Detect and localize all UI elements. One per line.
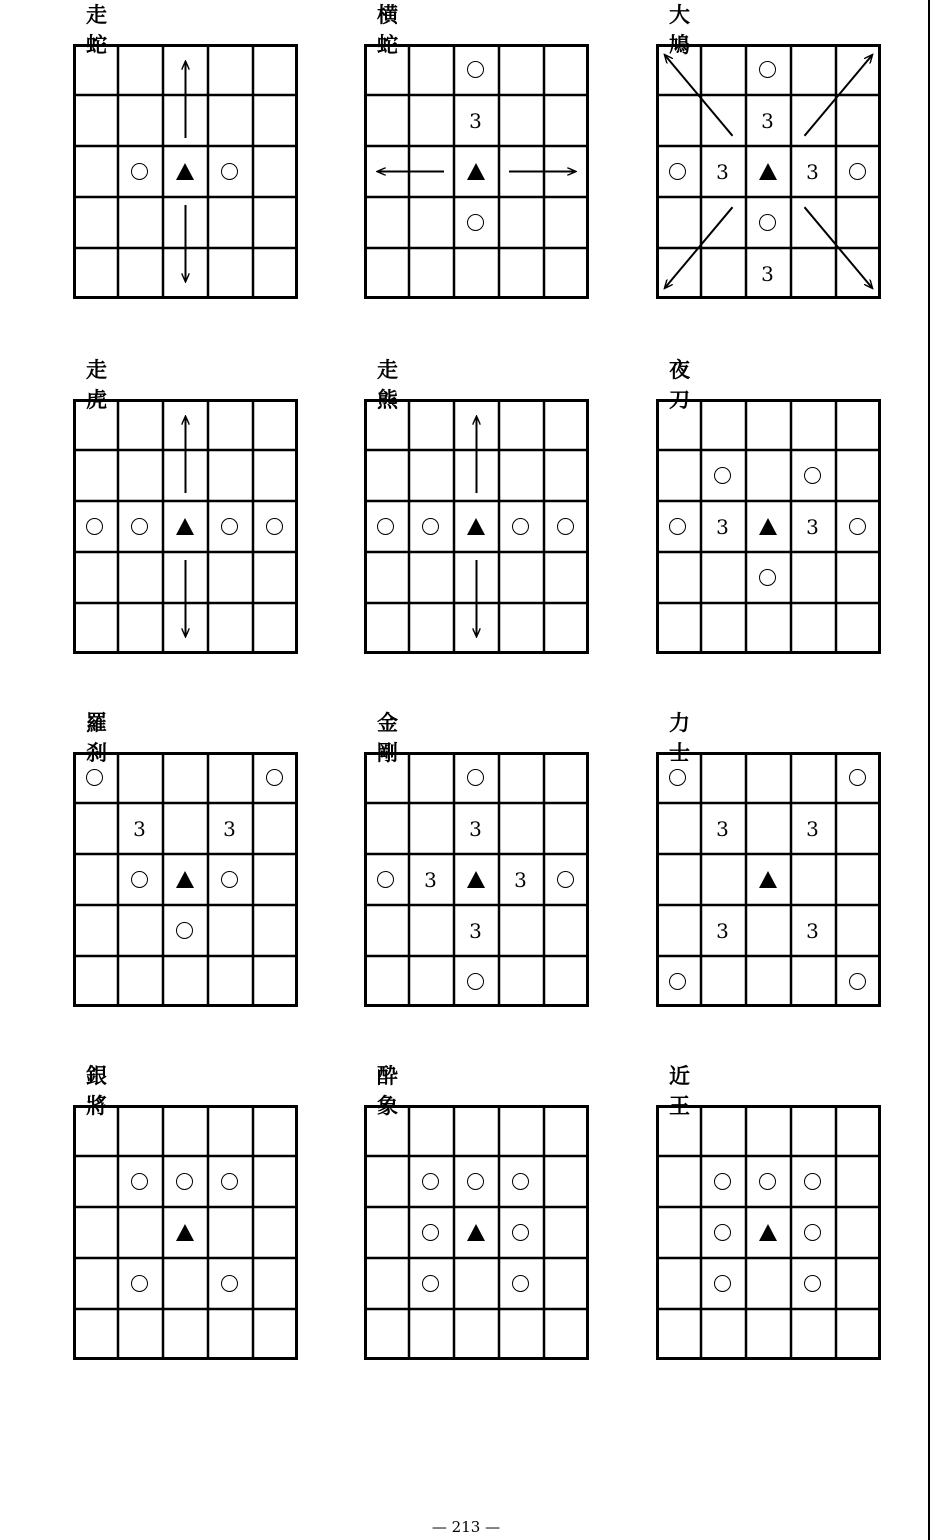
triangle-icon <box>759 163 777 180</box>
move-board <box>363 399 590 654</box>
move-cell <box>790 450 835 501</box>
triangle-icon <box>176 518 194 535</box>
piece-name: 走虎 <box>86 358 107 412</box>
piece-position-cell <box>453 501 498 552</box>
move-count-label: 3 <box>424 867 437 892</box>
triangle-icon <box>176 163 194 180</box>
move-cell <box>700 450 745 501</box>
move-count-cell <box>790 501 835 552</box>
move-cell <box>207 501 252 552</box>
move-cell <box>543 501 588 552</box>
move-count-label: 3 <box>223 816 236 841</box>
move-cell <box>252 752 297 803</box>
piece-position-cell <box>453 146 498 197</box>
circle-icon <box>759 214 776 231</box>
move-board <box>655 752 882 1007</box>
triangle-icon <box>176 1224 194 1241</box>
move-cell <box>790 1207 835 1258</box>
circle-icon <box>669 769 686 786</box>
circle-icon <box>266 518 283 535</box>
move-count-label: 3 <box>469 108 482 133</box>
circle-icon <box>557 871 574 888</box>
move-count-cell <box>498 854 543 905</box>
circle-icon <box>467 1173 484 1190</box>
move-count-cell <box>790 146 835 197</box>
move-count-label: 3 <box>806 918 819 943</box>
circle-icon <box>131 163 148 180</box>
circle-icon <box>849 973 866 990</box>
circle-icon <box>714 1275 731 1292</box>
piece-position-cell <box>162 1207 207 1258</box>
piece-name: 羅刹 <box>86 711 107 765</box>
move-cell <box>117 1156 162 1207</box>
piece-position-cell <box>453 1207 498 1258</box>
move-cell <box>700 1156 745 1207</box>
move-cell <box>790 1258 835 1309</box>
piece-name: 走熊 <box>377 358 398 412</box>
move-count-cell <box>745 248 790 299</box>
move-cell <box>700 1207 745 1258</box>
circle-icon <box>266 769 283 786</box>
piece-name: 力士 <box>669 711 690 765</box>
piece-name: 銀將 <box>86 1064 107 1118</box>
move-count-cell <box>700 803 745 854</box>
circle-icon <box>669 518 686 535</box>
move-cell <box>655 501 700 552</box>
move-cell <box>252 501 297 552</box>
circle-icon <box>669 973 686 990</box>
move-count-cell <box>745 95 790 146</box>
circle-icon <box>131 871 148 888</box>
move-cell <box>745 197 790 248</box>
move-board <box>655 399 882 654</box>
move-cell <box>72 752 117 803</box>
move-count-cell <box>408 854 453 905</box>
move-count-label: 3 <box>761 108 774 133</box>
move-cell <box>162 905 207 956</box>
move-count-cell <box>453 803 498 854</box>
move-cell <box>117 1258 162 1309</box>
circle-icon <box>512 1173 529 1190</box>
move-cell <box>543 854 588 905</box>
move-count-cell <box>700 146 745 197</box>
piece-position-cell <box>745 854 790 905</box>
circle-icon <box>176 1173 193 1190</box>
move-board <box>72 1105 299 1360</box>
move-count-label: 3 <box>806 159 819 184</box>
circle-icon <box>849 769 866 786</box>
move-cell <box>363 501 408 552</box>
piece-name: 大鳩 <box>669 3 690 57</box>
move-cell <box>835 146 880 197</box>
circle-icon <box>467 214 484 231</box>
move-cell <box>745 1156 790 1207</box>
move-count-label: 3 <box>469 918 482 943</box>
move-count-cell <box>790 905 835 956</box>
move-cell <box>453 1156 498 1207</box>
triangle-icon <box>467 1224 485 1241</box>
circle-icon <box>804 1224 821 1241</box>
circle-icon <box>221 163 238 180</box>
circle-icon <box>131 518 148 535</box>
move-count-cell <box>790 803 835 854</box>
circle-icon <box>221 871 238 888</box>
move-cell <box>835 752 880 803</box>
circle-icon <box>512 1224 529 1241</box>
circle-icon <box>422 1224 439 1241</box>
circle-icon <box>669 163 686 180</box>
move-board <box>72 399 299 654</box>
move-count-label: 3 <box>716 514 729 539</box>
move-board <box>72 752 299 1007</box>
move-cell <box>835 501 880 552</box>
move-count-cell <box>117 803 162 854</box>
circle-icon <box>221 1275 238 1292</box>
circle-icon <box>759 569 776 586</box>
triangle-icon <box>759 1224 777 1241</box>
move-cell <box>700 1258 745 1309</box>
move-count-cell <box>453 905 498 956</box>
move-count-label: 3 <box>716 918 729 943</box>
page-edge-rule <box>928 0 930 1540</box>
circle-icon <box>86 769 103 786</box>
move-cell <box>117 854 162 905</box>
move-board <box>363 1105 590 1360</box>
move-cell <box>453 752 498 803</box>
move-cell <box>363 854 408 905</box>
move-cell <box>498 1207 543 1258</box>
move-cell <box>745 44 790 95</box>
move-cell <box>408 1156 453 1207</box>
move-cell <box>117 146 162 197</box>
move-cell <box>498 501 543 552</box>
move-count-label: 3 <box>716 816 729 841</box>
move-cell <box>207 1258 252 1309</box>
circle-icon <box>467 973 484 990</box>
move-count-cell <box>453 95 498 146</box>
circle-icon <box>422 518 439 535</box>
circle-icon <box>176 922 193 939</box>
circle-icon <box>467 61 484 78</box>
move-cell <box>453 197 498 248</box>
move-count-label: 3 <box>806 816 819 841</box>
circle-icon <box>512 1275 529 1292</box>
move-cell <box>162 1156 207 1207</box>
move-count-cell <box>700 501 745 552</box>
piece-name: 横蛇 <box>377 3 398 57</box>
move-cell <box>655 146 700 197</box>
move-count-label: 3 <box>133 816 146 841</box>
piece-name: 夜刀 <box>669 358 690 412</box>
move-cell <box>207 1156 252 1207</box>
circle-icon <box>804 1275 821 1292</box>
circle-icon <box>759 1173 776 1190</box>
move-cell <box>207 146 252 197</box>
move-count-cell <box>207 803 252 854</box>
circle-icon <box>714 1173 731 1190</box>
move-cell <box>408 501 453 552</box>
circle-icon <box>131 1275 148 1292</box>
move-cell <box>453 956 498 1007</box>
circle-icon <box>422 1275 439 1292</box>
triangle-icon <box>467 871 485 888</box>
piece-position-cell <box>745 146 790 197</box>
move-count-label: 3 <box>469 816 482 841</box>
move-cell <box>655 752 700 803</box>
move-count-label: 3 <box>806 514 819 539</box>
move-cell <box>498 1156 543 1207</box>
piece-name: 酔象 <box>377 1064 398 1118</box>
circle-icon <box>377 871 394 888</box>
move-cell <box>453 44 498 95</box>
circle-icon <box>131 1173 148 1190</box>
circle-icon <box>422 1173 439 1190</box>
circle-icon <box>221 1173 238 1190</box>
move-count-cell <box>700 905 745 956</box>
move-cell <box>408 1258 453 1309</box>
move-cell <box>745 552 790 603</box>
piece-position-cell <box>745 1207 790 1258</box>
move-cell <box>835 956 880 1007</box>
circle-icon <box>804 1173 821 1190</box>
triangle-icon <box>176 871 194 888</box>
circle-icon <box>849 163 866 180</box>
triangle-icon <box>759 518 777 535</box>
piece-position-cell <box>162 501 207 552</box>
circle-icon <box>86 518 103 535</box>
piece-position-cell <box>453 854 498 905</box>
circle-icon <box>512 518 529 535</box>
move-cell <box>117 501 162 552</box>
piece-position-cell <box>745 501 790 552</box>
move-board <box>363 752 590 1007</box>
move-count-label: 3 <box>514 867 527 892</box>
move-cell <box>72 501 117 552</box>
circle-icon <box>221 518 238 535</box>
move-board <box>363 44 590 299</box>
circle-icon <box>467 769 484 786</box>
triangle-icon <box>467 518 485 535</box>
move-cell <box>498 1258 543 1309</box>
circle-icon <box>714 1224 731 1241</box>
page-number: — 213 — <box>431 1518 501 1536</box>
circle-icon <box>714 467 731 484</box>
circle-icon <box>804 467 821 484</box>
circle-icon <box>377 518 394 535</box>
move-cell <box>790 1156 835 1207</box>
circle-icon <box>557 518 574 535</box>
circle-icon <box>759 61 776 78</box>
move-count-label: 3 <box>761 261 774 286</box>
piece-name: 走蛇 <box>86 3 107 57</box>
move-cell <box>408 1207 453 1258</box>
piece-name: 金剛 <box>377 711 398 765</box>
move-cell <box>207 854 252 905</box>
circle-icon <box>849 518 866 535</box>
move-board <box>72 44 299 299</box>
move-count-label: 3 <box>716 159 729 184</box>
piece-position-cell <box>162 146 207 197</box>
move-cell <box>655 956 700 1007</box>
move-board <box>655 44 882 299</box>
move-board <box>655 1105 882 1360</box>
piece-position-cell <box>162 854 207 905</box>
piece-name: 近王 <box>669 1064 690 1118</box>
triangle-icon <box>759 871 777 888</box>
triangle-icon <box>467 163 485 180</box>
